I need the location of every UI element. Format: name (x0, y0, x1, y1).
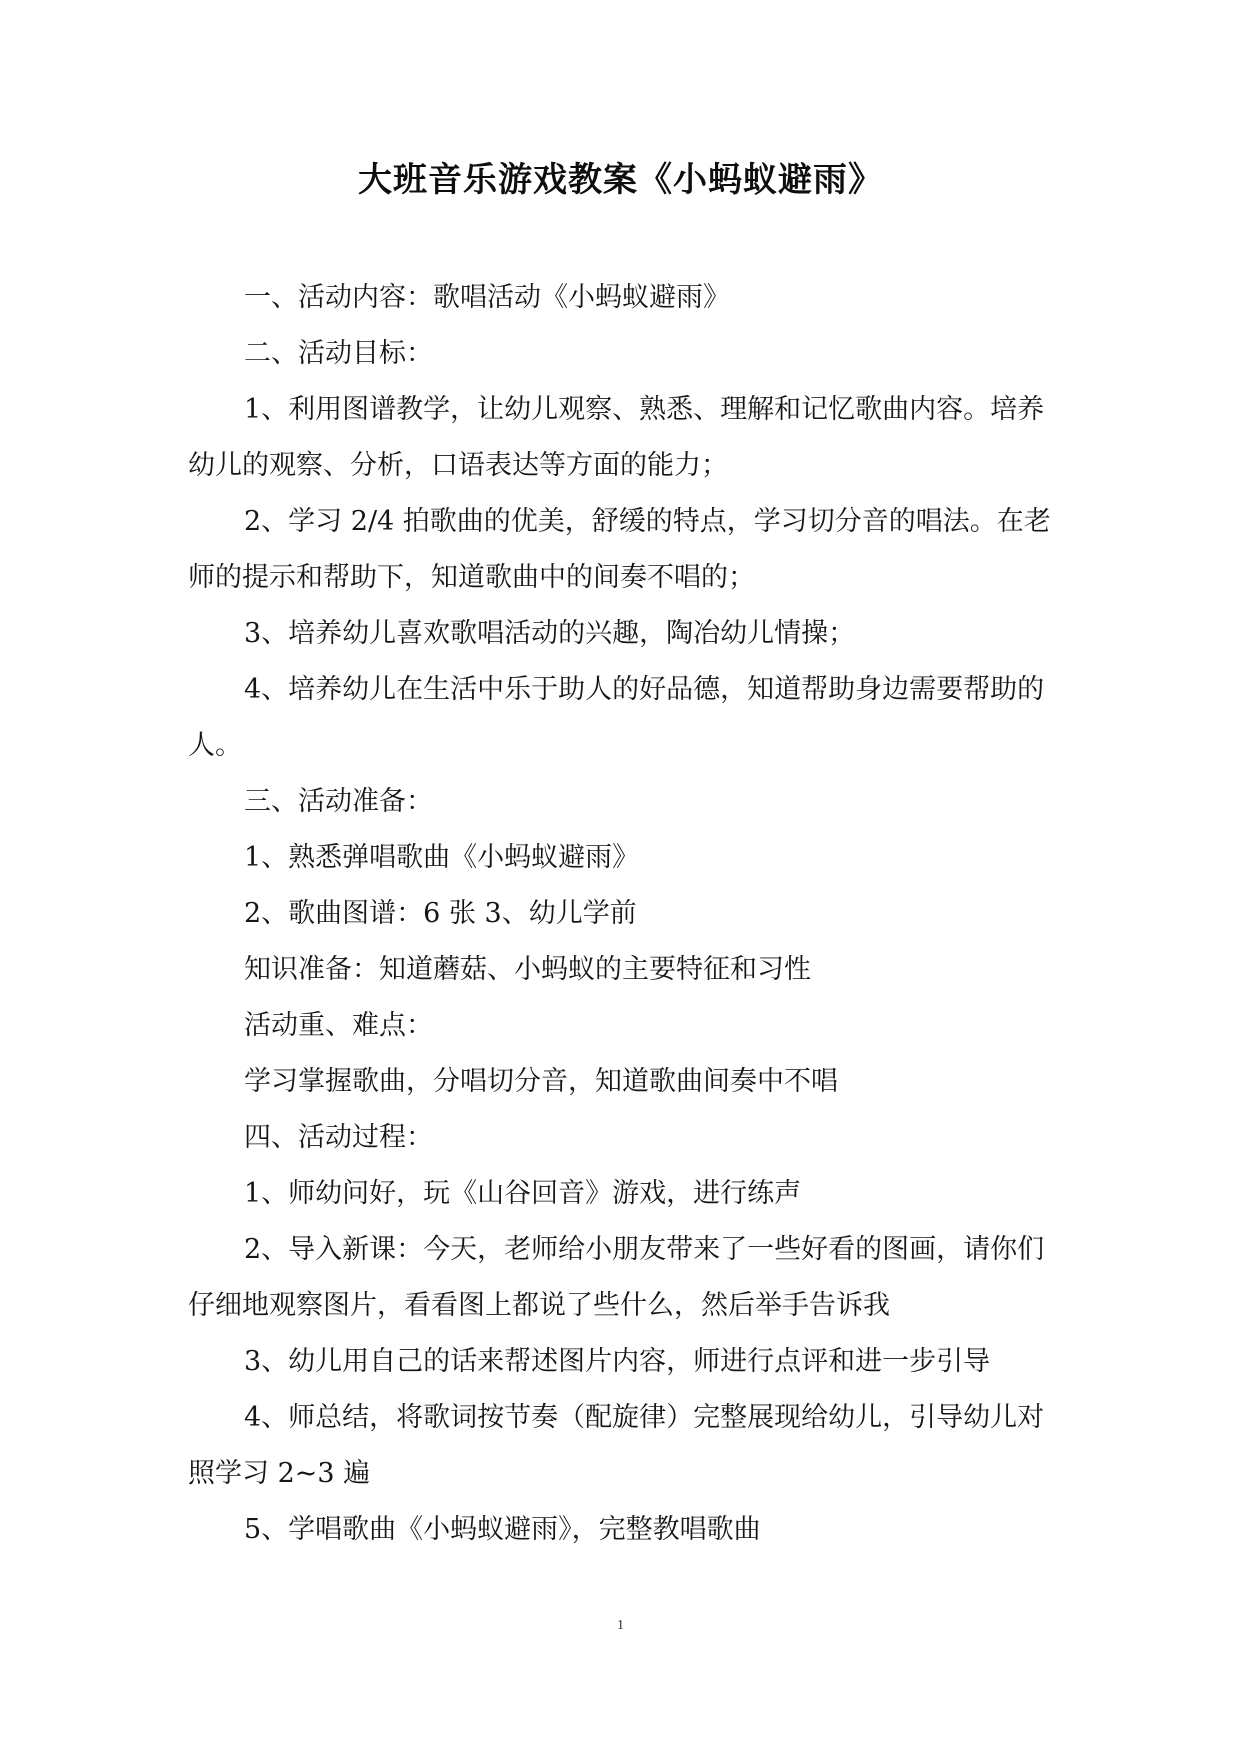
paragraph-process-3: 3、幼儿用自己的话来帮述图片内容，师进行点评和进一步引导 (244, 1346, 991, 1377)
paragraph-activity-goals-heading: 二、活动目标： (244, 338, 433, 369)
paragraph-preparation-1: 1、熟悉弹唱歌曲《小蚂蚁避雨》 (244, 842, 640, 873)
paragraph-key-difficulties: 学习掌握歌曲，分唱切分音，知道歌曲间奏中不唱 (244, 1066, 838, 1097)
paragraph-preparation-heading: 三、活动准备： (244, 786, 433, 817)
page-title: 大班音乐游戏教案《小蚂蚁避雨》 (358, 160, 883, 200)
paragraph-process-4: 4、师总结，将歌词按节奏（配旋律）完整展现给幼儿，引导幼儿对照学习 2~3 遍 (188, 1402, 1045, 1489)
paragraph-process-5: 5、学唱歌曲《小蚂蚁避雨》，完整教唱歌曲 (244, 1514, 761, 1545)
paragraph-goal-3: 3、培养幼儿喜欢歌唱活动的兴趣，陶冶幼儿情操； (244, 618, 856, 649)
page-number: 1 (617, 1618, 624, 1633)
paragraph-process-2: 2、导入新课：今天，老师给小朋友带来了一些好看的图画，请你们仔细地观察图片，看看图上都说了些什么，然后举手告诉我 (188, 1234, 1045, 1321)
paragraph-key-difficulties-heading: 活动重、难点： (244, 1010, 433, 1041)
paragraph-process-1: 1、师幼问好，玩《山谷回音》游戏，进行练声 (244, 1178, 802, 1209)
paragraph-knowledge-preparation: 知识准备：知道蘑菇、小蚂蚁的主要特征和习性 (244, 954, 811, 985)
paragraph-goal-4: 4、培养幼儿在生活中乐于助人的好品德，知道帮助身边需要帮助的人。 (188, 674, 1045, 761)
paragraph-goal-1: 1、利用图谱教学，让幼儿观察、熟悉、理解和记忆歌曲内容。培养幼儿的观察、分析，口语表达等方面的能力； (188, 394, 1045, 481)
paragraph-process-heading: 四、活动过程： (244, 1122, 433, 1153)
paragraph-goal-2: 2、学习 2/4 拍歌曲的优美，舒缓的特点，学习切分音的唱法。在老师的提示和帮助下，知道歌曲中的间奏不唱的； (188, 506, 1051, 593)
paragraph-activity-content: 一、活动内容：歌唱活动《小蚂蚁避雨》 (244, 282, 730, 313)
document-body (188, 270, 1056, 1558)
paragraph-preparation-2: 2、歌曲图谱：6 张 3、幼儿学前 (244, 898, 637, 929)
